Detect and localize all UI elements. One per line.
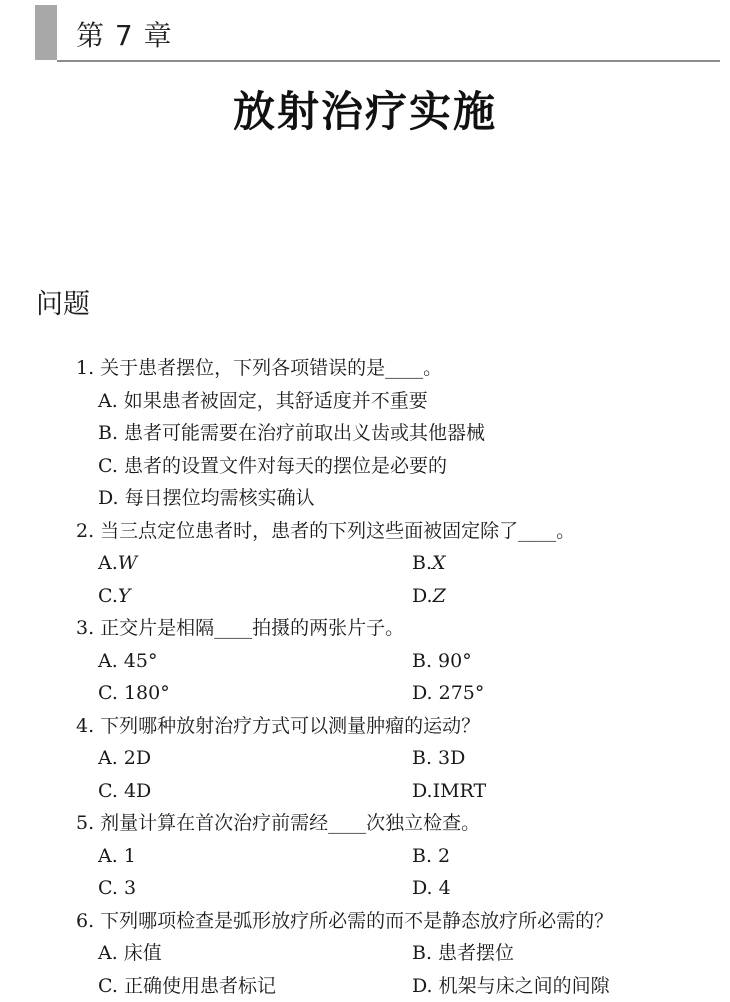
question-3-option-a: A. 45° (98, 645, 157, 678)
question-1-option-b: B. 患者可能需要在治疗前取出义齿或其他器械 (98, 417, 485, 450)
question-3-option-c: C. 180° (98, 677, 170, 710)
chapter-marker-bar (35, 5, 57, 60)
question-1-option-a-row (0, 385, 730, 418)
question-6-options-ab (0, 937, 730, 970)
question-2-row (0, 515, 730, 548)
question-2-option-b-text: X (432, 552, 446, 574)
question-3-options-ab (0, 645, 730, 678)
question-2-option-a-text: W (118, 552, 138, 574)
question-4-stem: 4. 下列哪种放射治疗方式可以测量肿瘤的运动？ (76, 710, 480, 743)
section-heading: 问题 (36, 286, 90, 324)
question-4-options-cd (0, 775, 730, 808)
question-2-option-d (412, 580, 446, 613)
question-6-option-d: D. 机架与床之间的间隙 (412, 970, 610, 1002)
question-6-stem: 6. 下列哪项检查是弧形放疗所必需的而不是静态放疗所必需的？ (76, 905, 613, 938)
question-3-option-b: B. 90° (412, 645, 472, 678)
question-5-options-ab (0, 840, 730, 873)
question-list (0, 352, 730, 1002)
question-2-option-d-text: Z (433, 585, 446, 607)
question-6-option-a: A. 床值 (98, 937, 162, 970)
question-1-stem: 1. 关于患者摆位，下列各项错误的是____。 (76, 352, 442, 385)
question-5-row (0, 807, 730, 840)
question-5-option-b: B. 2 (412, 840, 450, 873)
question-1-option-c: C. 患者的设置文件对每天的摆位是必要的 (98, 450, 447, 483)
question-4-option-c: C. 4D (98, 775, 151, 808)
question-1-option-d-row (0, 482, 730, 515)
question-1-option-d: D. 每日摆位均需核实确认 (98, 482, 315, 515)
question-2-option-c-text: Y (118, 585, 131, 607)
question-2-option-d-letter: D. (412, 585, 433, 607)
question-5-option-d: D. 4 (412, 872, 451, 905)
question-3-stem: 3. 正交片是相隔____拍摄的两张片子。 (76, 612, 404, 645)
question-2-option-b (412, 547, 446, 580)
question-2-stem: 2. 当三点定位患者时，患者的下列这些面被固定除了____。 (76, 515, 575, 548)
question-2-option-a (98, 547, 137, 580)
question-5-option-c: C. 3 (98, 872, 136, 905)
question-2-option-b-letter: B. (412, 552, 432, 574)
question-3-row (0, 612, 730, 645)
question-4-options-ab (0, 742, 730, 775)
question-5-stem: 5. 剂量计算在首次治疗前需经____次独立检查。 (76, 807, 480, 840)
question-2-option-c-letter: C. (98, 585, 118, 607)
question-4-option-d: D.IMRT (412, 775, 486, 808)
question-6-options-cd (0, 970, 730, 1002)
question-6-option-b: B. 患者摆位 (412, 937, 514, 970)
chapter-title: 放射治疗实施 (0, 84, 730, 140)
question-1-row (0, 352, 730, 385)
question-1-option-c-row (0, 450, 730, 483)
question-4-option-b: B. 3D (412, 742, 465, 775)
chapter-divider (57, 60, 720, 62)
question-6-row (0, 905, 730, 938)
question-5-option-a: A. 1 (98, 840, 136, 873)
question-1-option-a: A. 如果患者被固定，其舒适度并不重要 (98, 385, 428, 418)
question-4-option-a: A. 2D (98, 742, 151, 775)
question-3-options-cd (0, 677, 730, 710)
question-2-option-c (98, 580, 130, 613)
question-4-row (0, 710, 730, 743)
question-5-options-cd (0, 872, 730, 905)
question-1-option-b-row (0, 417, 730, 450)
chapter-label: 第 7 章 (76, 16, 173, 56)
question-2-options-ab (0, 547, 730, 580)
question-3-option-d: D. 275° (412, 677, 484, 710)
question-2-option-a-letter: A. (98, 552, 118, 574)
question-2-options-cd (0, 580, 730, 613)
question-6-option-c: C. 正确使用患者标记 (98, 970, 276, 1002)
